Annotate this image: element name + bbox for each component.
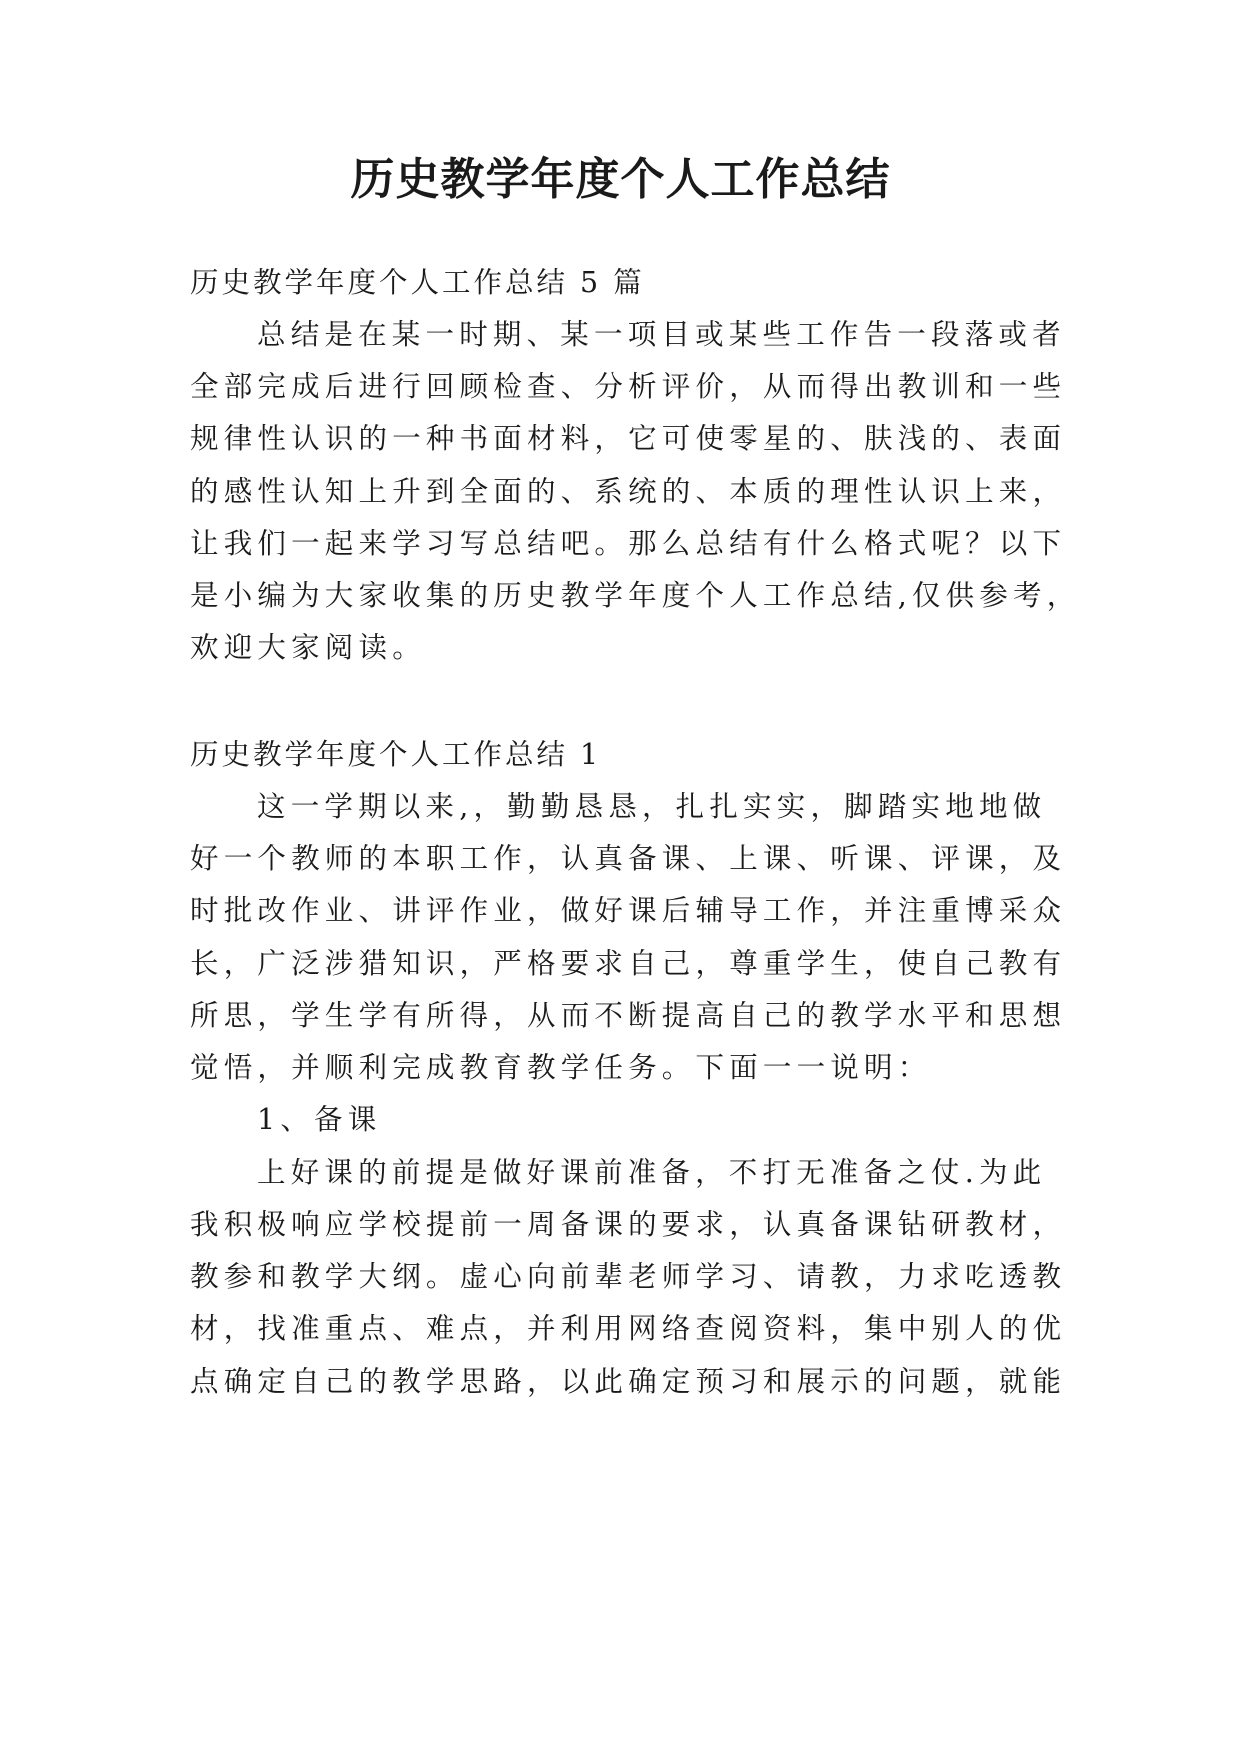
paragraph-line: 总结是在某一时期、某一项目或某些工作告一段落或者 [257, 318, 1066, 351]
paragraph-line: 我积极响应学校提前一周备课的要求，认真备课钻研教材， [190, 1208, 1067, 1241]
section-heading: 历史教学年度个人工作总结 1 [190, 738, 602, 771]
paragraph-line: 这一学期以来,，勤勤恳恳，扎扎实实，脚踏实地地做 [257, 790, 1047, 823]
paragraph-line: 的感性认知上升到全面的、系统的、本质的理性认识上来， [190, 475, 1067, 508]
paragraph-line: 上好课的前提是做好课前准备，不打无准备之仗.为此 [257, 1156, 1047, 1189]
paragraph-line: 觉悟，并顺利完成教育教学任务。下面一一说明： [190, 1051, 932, 1084]
subtitle-line: 历史教学年度个人工作总结 5 篇 [190, 266, 645, 299]
paragraph-line: 好一个教师的本职工作，认真备课、上课、听课、评课，及 [190, 842, 1067, 875]
paragraph-line: 所思，学生学有所得，从而不断提高自己的教学水平和思想 [190, 999, 1067, 1032]
paragraph-line: 规律性认识的一种书面材料，它可使零星的、肤浅的、表面 [190, 422, 1067, 455]
paragraph-line: 点确定自己的教学思路，以此确定预习和展示的问题，就能 [190, 1365, 1067, 1398]
paragraph-line: 时批改作业、讲评作业，做好课后辅导工作，并注重博采众 [190, 894, 1067, 927]
list-item-heading: 1、备课 [257, 1103, 382, 1136]
paragraph-line: 长，广泛涉猎知识，严格要求自己，尊重学生，使自己教有 [190, 947, 1067, 980]
document-title: 历史教学年度个人工作总结 [350, 154, 891, 205]
paragraph-line: 让我们一起来学习写总结吧。那么总结有什么格式呢？以下 [190, 527, 1067, 560]
paragraph-line: 教参和教学大纲。虚心向前辈老师学习、请教，力求吃透教 [190, 1260, 1067, 1293]
paragraph-line: 材，找准重点、难点，并利用网络查阅资料，集中别人的优 [190, 1312, 1067, 1345]
paragraph-line: 全部完成后进行回顾检查、分析评价，从而得出教训和一些 [190, 370, 1067, 403]
paragraph-line: 是小编为大家收集的历史教学年度个人工作总结,仅供参考， [190, 579, 1081, 612]
paragraph-line: 欢迎大家阅读。 [190, 631, 426, 664]
